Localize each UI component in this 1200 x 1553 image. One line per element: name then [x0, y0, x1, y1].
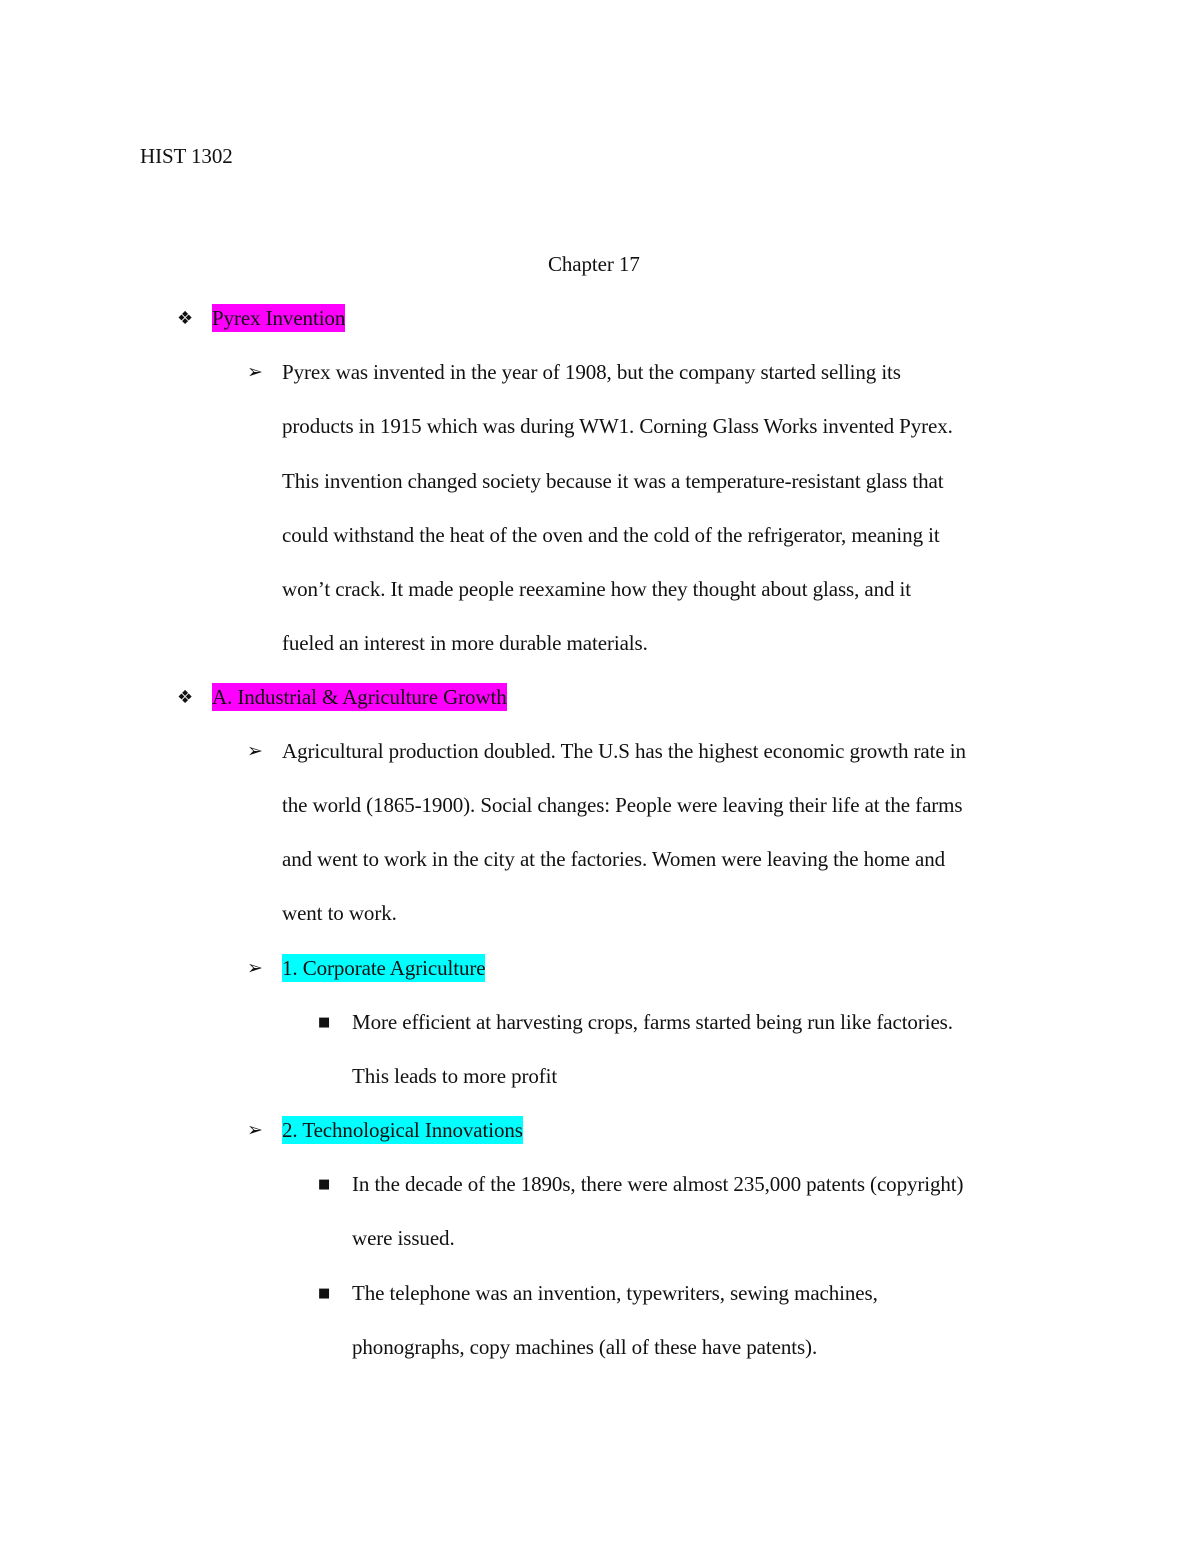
list-item-line: In the decade of the 1890s, there were almost 235,000 patents (copyright) [352, 1172, 964, 1196]
arrow-bullet-icon: ➢ [247, 1119, 263, 1141]
page-title: Chapter 17 [548, 252, 640, 276]
subsection-heading-technological [282, 1117, 523, 1143]
paragraph-line: products in 1915 which was during WW1. Corning Glass Works invented Pyrex. [282, 414, 953, 438]
section-heading-industrial-text: A. Industrial & Agriculture Growth [212, 685, 507, 709]
paragraph-line: could withstand the heat of the oven and the cold of the refrigerator, meaning it [282, 523, 940, 547]
section-heading-industrial [212, 684, 507, 710]
list-item-line: This leads to more profit [352, 1064, 558, 1088]
paragraph-line: This invention changed society because it was a temperature-resistant glass that [282, 469, 944, 493]
list-item-line: More efficient at harvesting crops, farms started being run like factories. [352, 1010, 953, 1034]
diamond-bullet-icon: ❖ [177, 308, 194, 329]
course-header: HIST 1302 [140, 144, 233, 168]
paragraph-line: Pyrex was invented in the year of 1908, but the company started selling its [282, 360, 901, 384]
section-heading-pyrex [212, 305, 345, 331]
square-bullet-icon: ■ [318, 1177, 331, 1192]
paragraph-line: won’t crack. It made people reexamine how they thought about glass, and it [282, 577, 912, 601]
arrow-bullet-icon: ➢ [247, 740, 263, 762]
paragraph-line: fueled an interest in more durable materials. [282, 631, 648, 655]
square-bullet-icon: ■ [318, 1286, 331, 1301]
subsection-heading-technological-text: 2. Technological Innovations [282, 1118, 523, 1142]
diamond-bullet-icon: ❖ [177, 687, 194, 708]
subsection-heading-corporate [282, 955, 485, 981]
subsection-heading-corporate-text: 1. Corporate Agriculture [282, 956, 486, 980]
paragraph-line: Agricultural production doubled. The U.S has the highest economic growth rate in [282, 739, 966, 763]
list-item-line: The telephone was an invention, typewriters, sewing machines, [352, 1281, 878, 1305]
square-bullet-icon: ■ [318, 1015, 331, 1030]
paragraph-line: and went to work in the city at the factories. Women were leaving the home and [282, 847, 946, 871]
paragraph-line: went to work. [282, 901, 397, 925]
arrow-bullet-icon: ➢ [247, 361, 263, 383]
paragraph-line: the world (1865-1900). Social changes: People were leaving their life at the farms [282, 793, 963, 817]
arrow-bullet-icon: ➢ [247, 957, 263, 979]
list-item-line: were issued. [352, 1226, 455, 1250]
section-heading-pyrex-text: Pyrex Invention [212, 306, 346, 330]
list-item-line: phonographs, copy machines (all of these have patents). [352, 1335, 818, 1359]
